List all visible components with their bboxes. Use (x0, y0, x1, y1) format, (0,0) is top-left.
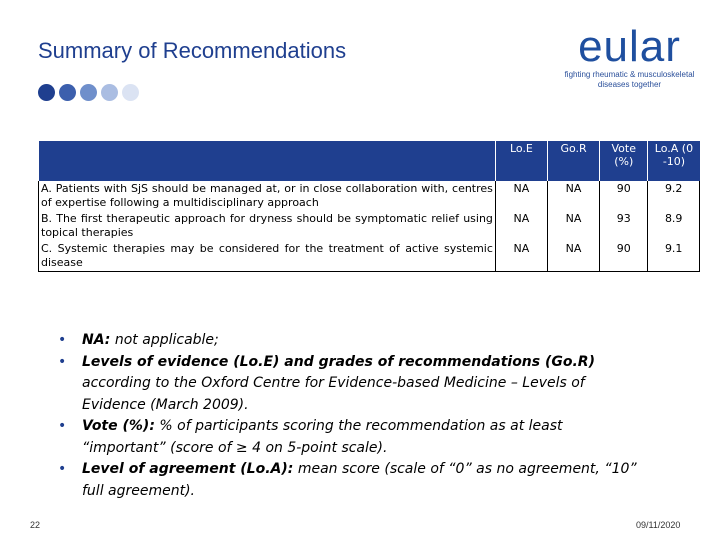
header-loe: Lo.E (495, 141, 547, 181)
note-term: Vote (%): (82, 418, 155, 434)
list-item (56, 416, 646, 459)
dot-5 (122, 84, 139, 101)
gor-cell: NA (547, 241, 599, 272)
footnotes-list (56, 330, 646, 502)
list-item (56, 352, 646, 417)
loe-cell: NA (495, 241, 547, 272)
bullet-icon: • (58, 332, 67, 348)
note-text: not applicable; (110, 332, 219, 348)
header-loa: Lo.A (0 -10) (648, 141, 700, 181)
list-item (56, 330, 646, 352)
statement-cell: A. Patients with SjS should be managed at, or in close collaboration with, centres of expertise following a multidisciplinary approach (39, 181, 496, 211)
decorative-dots (38, 84, 139, 101)
gor-cell: NA (547, 211, 599, 241)
bullet-icon: • (58, 461, 67, 477)
statement-cell: B. The first therapeutic approach for dryness should be symptomatic relief using topical therapies (39, 211, 496, 241)
note-term: Levels of evidence (Lo.E) and grades of recommendations (Go.R) (82, 353, 595, 370)
logo-tagline-1: fighting rheumatic & musculoskeletal (564, 70, 695, 79)
loe-cell: NA (495, 211, 547, 241)
gor-cell: NA (547, 181, 599, 211)
dot-4 (101, 84, 118, 101)
note-text: mean score (scale of “0” as no agreement, “10” full agreement). (82, 461, 637, 499)
list-item (56, 459, 646, 502)
loa-cell: 9.1 (648, 241, 700, 272)
loa-cell: 8.9 (648, 211, 700, 241)
page-number: 22 (30, 520, 41, 530)
dot-3 (80, 84, 97, 101)
header-statement (39, 141, 496, 181)
logo-word: eular (578, 22, 681, 71)
bullet-icon: • (58, 418, 67, 434)
bullet-icon: • (58, 353, 67, 370)
dot-2 (59, 84, 76, 101)
table-row (39, 241, 700, 272)
loe-cell: NA (495, 181, 547, 211)
note-term: NA: (82, 332, 111, 348)
slide-title: Summary of Recommendations (38, 38, 347, 63)
table-row (39, 181, 700, 211)
note-text: % of participants scoring the recommendation as at least “important” (score of ≥ 4 on 5-point scale). (82, 418, 563, 456)
note-text: according to the Oxford Centre for Evidence-based Medicine – Levels of Evidence (March 2009). (82, 375, 585, 413)
slide-date: 09/11/2020 (636, 520, 681, 530)
vote-cell: 90 (600, 181, 648, 211)
header-gor: Go.R (547, 141, 599, 181)
statement-cell: C. Systemic therapies may be considered for the treatment of active systemic disease (39, 241, 496, 272)
table-header-row (39, 141, 700, 181)
table-row (39, 211, 700, 241)
recommendations-table (38, 141, 700, 272)
loa-cell: 9.2 (648, 181, 700, 211)
vote-cell: 93 (600, 211, 648, 241)
eular-logo (562, 24, 697, 90)
note-term: Level of agreement (Lo.A): (82, 461, 294, 477)
logo-tagline-2: diseases together (597, 80, 662, 89)
vote-cell: 90 (600, 241, 648, 272)
dot-1 (38, 84, 55, 101)
header-vote: Vote (%) (600, 141, 648, 181)
